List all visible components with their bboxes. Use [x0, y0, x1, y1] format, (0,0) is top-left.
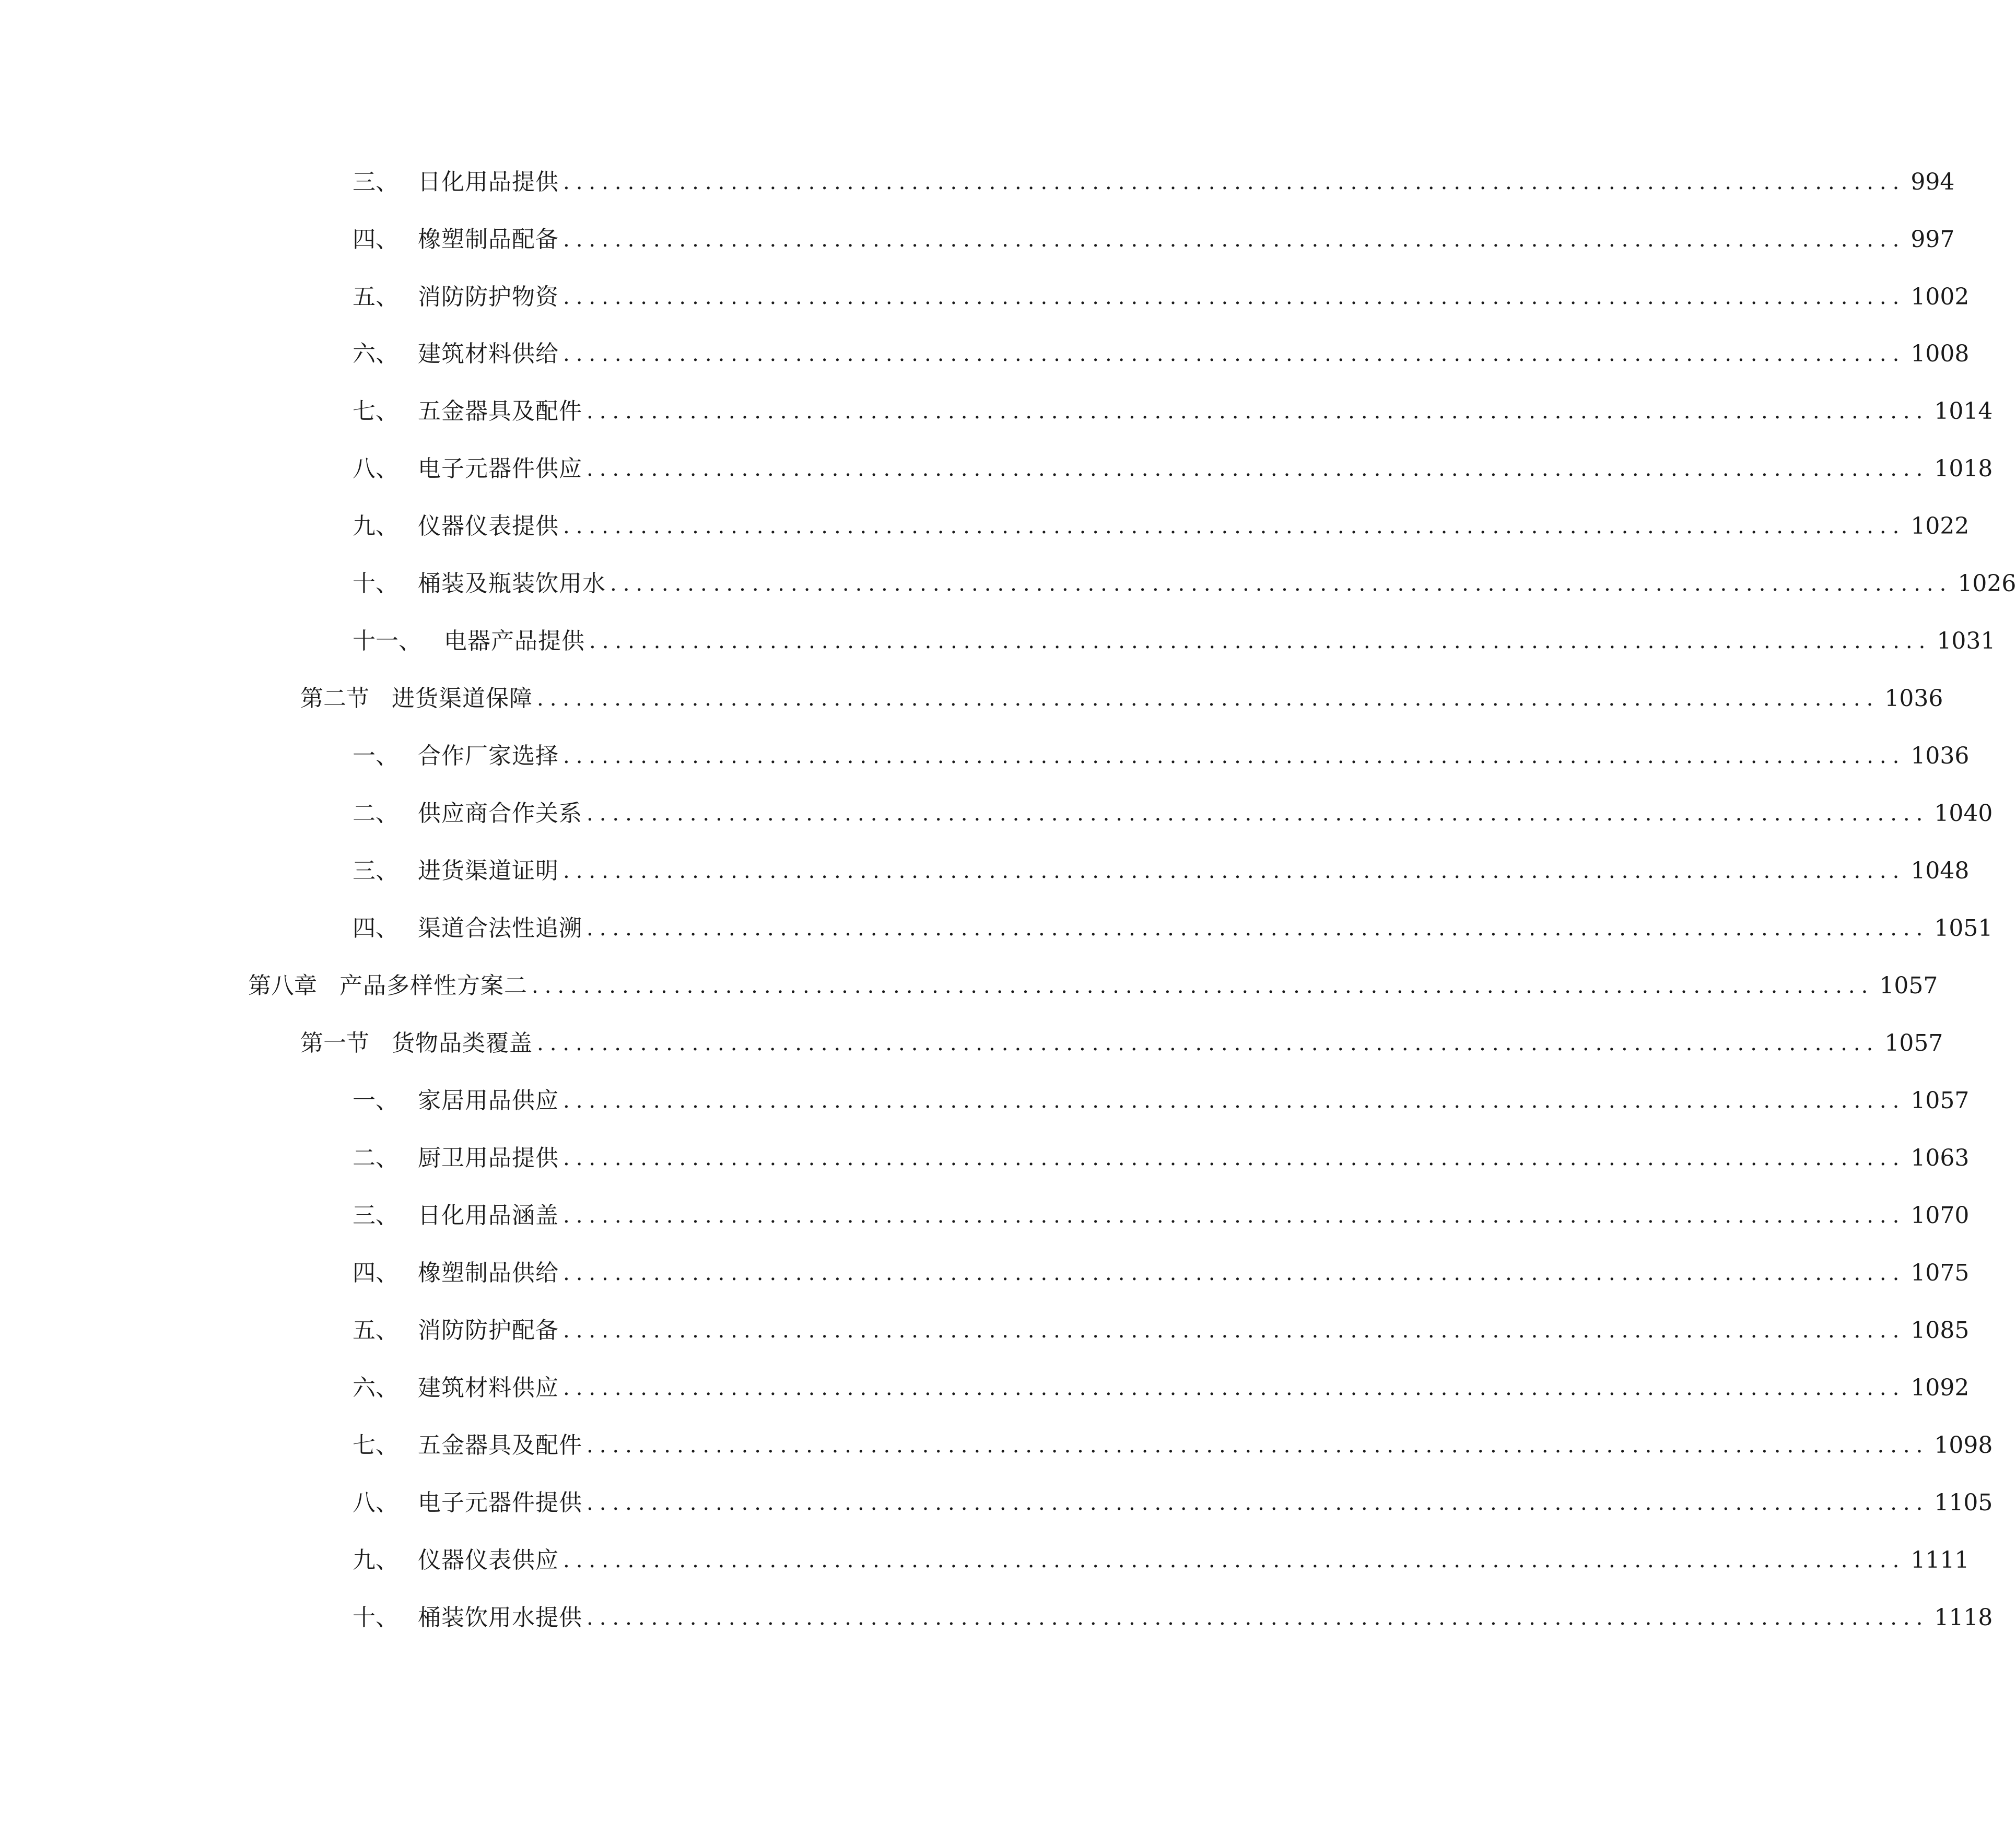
toc-entry-title: 电子元器件提供: [418, 1489, 582, 1516]
toc-entry-page: 1057: [1884, 1030, 1943, 1056]
toc-entry[interactable]: [353, 853, 1970, 889]
toc-entry-title: 桶装饮用水提供: [418, 1604, 582, 1631]
toc-entry-title: 供应商合作关系: [418, 800, 582, 827]
toc-entry-title: 货物品类覆盖: [392, 1030, 533, 1056]
toc-entry[interactable]: [353, 1600, 1993, 1636]
toc-leader-dots: ........................................................................................................: [587, 1606, 1929, 1630]
toc-entry[interactable]: [353, 336, 1970, 372]
toc-entry-number: 一、: [353, 743, 398, 769]
toc-leader-dots: ........................................................................................................: [563, 342, 1906, 366]
toc-entry-page: 1014: [1934, 398, 1993, 425]
toc-entry-number: 五、: [353, 284, 398, 310]
toc-entry-number: 四、: [353, 226, 398, 253]
toc-entry[interactable]: [353, 910, 1993, 947]
toc-leader-dots: ........................................................................................................: [563, 859, 1906, 883]
toc-entry-number: 十一、: [353, 628, 421, 654]
toc-entry-number: 三、: [353, 1202, 398, 1229]
toc-entry[interactable]: [353, 1140, 1970, 1177]
toc-leader-dots: ........................................................................................................: [563, 1261, 1906, 1285]
toc-entry[interactable]: [353, 164, 1955, 201]
toc-leader-dots: ........................................................................................................: [589, 629, 1932, 653]
toc-entry-title: 电子元器件供应: [418, 455, 582, 482]
toc-entry-number: 四、: [353, 915, 398, 942]
toc-entry-page: 1111: [1910, 1547, 1970, 1573]
toc-entry[interactable]: [300, 1025, 1943, 1062]
toc-leader-dots: ........................................................................................................: [563, 228, 1906, 252]
toc-entry-number: 二、: [353, 1145, 398, 1171]
toc-entry[interactable]: [300, 680, 1943, 717]
toc-entry-number: 第一节: [300, 1030, 369, 1056]
toc-entry[interactable]: [353, 508, 1970, 545]
toc-entry-title: 仪器仪表提供: [418, 513, 559, 539]
toc-entry-page: 1105: [1934, 1489, 1993, 1516]
toc-entry-page: 1098: [1934, 1432, 1993, 1459]
toc-entry-number: 一、: [353, 1087, 398, 1114]
toc-entry[interactable]: [353, 1542, 1970, 1579]
toc-entry-page: 1018: [1934, 455, 1993, 482]
toc-entry-title: 电器产品提供: [444, 628, 585, 654]
toc-entry-title: 建筑材料供应: [418, 1375, 559, 1401]
toc-entry-page: 1008: [1910, 340, 1970, 367]
toc-leader-dots: ........................................................................................................: [563, 1376, 1906, 1400]
toc-leader-dots: ........................................................................................................: [587, 802, 1929, 826]
toc-entry-number: 二、: [353, 800, 398, 827]
toc-leader-dots: ........................................................................................................: [563, 514, 1906, 538]
toc-entry-number: 五、: [353, 1317, 398, 1344]
toc-entry-page: 1118: [1934, 1604, 1993, 1631]
toc-entry-number: 七、: [353, 398, 398, 425]
toc-entry-page: 1040: [1934, 800, 1993, 827]
toc-entry-page: 1092: [1910, 1375, 1970, 1401]
toc-entry-page: 1063: [1910, 1145, 1970, 1171]
toc-entry-title: 产品多样性方案二: [339, 972, 528, 999]
toc-entry-number: 三、: [353, 858, 398, 884]
toc-leader-dots: ........................................................................................................: [532, 974, 1874, 998]
toc-entry-page: 1002: [1910, 284, 1970, 310]
toc-entry-page: 1070: [1910, 1202, 1970, 1229]
toc-entry-number: 第二节: [300, 685, 369, 712]
toc-entry-title: 合作厂家选择: [418, 743, 559, 769]
toc-leader-dots: ........................................................................................................: [587, 917, 1929, 941]
toc-entry-page: 1057: [1879, 972, 1938, 999]
toc-leader-dots: ........................................................................................................: [587, 457, 1929, 481]
toc-entry-number: 第八章: [248, 972, 317, 999]
toc-entry-page: 1075: [1910, 1260, 1970, 1286]
toc-entry-page: 994: [1910, 169, 1955, 195]
toc-leader-dots: ........................................................................................................: [587, 400, 1929, 424]
toc-entry[interactable]: [353, 451, 1993, 487]
toc-entry-page: 1026: [1958, 570, 2016, 597]
toc-entry-title: 橡塑制品供给: [418, 1260, 559, 1286]
toc-entry-number: 八、: [353, 455, 398, 482]
toc-entry-page: 1048: [1910, 858, 1970, 884]
toc-leader-dots: ........................................................................................................: [563, 1146, 1906, 1170]
toc-entry[interactable]: [353, 1083, 1970, 1119]
toc-entry[interactable]: [353, 1255, 1970, 1291]
toc-entry-title: 日化用品涵盖: [418, 1202, 559, 1229]
toc-entry-title: 进货渠道证明: [418, 858, 559, 884]
toc-entry-number: 九、: [353, 1547, 398, 1573]
toc-leader-dots: ........................................................................................................: [563, 285, 1906, 309]
toc-entry[interactable]: [353, 393, 1993, 430]
toc-entry-number: 三、: [353, 169, 398, 195]
toc-entry-title: 桶装及瓶装饮用水: [418, 570, 606, 597]
toc-entry[interactable]: [353, 623, 1996, 660]
toc-entry-title: 橡塑制品配备: [418, 226, 559, 253]
toc-entry-page: 1031: [1937, 628, 1996, 654]
toc-entry-number: 六、: [353, 1375, 398, 1401]
toc-leader-dots: ........................................................................................................: [563, 744, 1906, 768]
toc-leader-dots: ........................................................................................................: [610, 572, 1953, 596]
toc-entry-number: 九、: [353, 513, 398, 539]
toc-entry-title: 厨卫用品提供: [418, 1145, 559, 1171]
toc-entry-title: 建筑材料供给: [418, 340, 559, 367]
toc-entry-page: 1036: [1910, 743, 1970, 769]
toc-entry-title: 进货渠道保障: [392, 685, 533, 712]
toc-leader-dots: ........................................................................................................: [563, 1204, 1906, 1228]
toc-entry[interactable]: [248, 968, 1938, 1004]
toc-leader-dots: ........................................................................................................: [563, 1319, 1906, 1343]
toc-entry[interactable]: [353, 1197, 1970, 1234]
toc-entry-title: 五金器具及配件: [418, 398, 582, 425]
toc-entry-page: 1022: [1910, 513, 1970, 539]
toc-entry[interactable]: [353, 279, 1970, 315]
toc-entry-page: 1085: [1910, 1317, 1970, 1344]
toc-entry-page: 1057: [1910, 1087, 1970, 1114]
toc-entry-number: 六、: [353, 340, 398, 367]
toc-leader-dots: ........................................................................................................: [563, 1548, 1906, 1572]
toc-entry-number: 十、: [353, 1604, 398, 1631]
toc-entry[interactable]: [353, 1485, 1993, 1521]
toc-entry-page: 1051: [1934, 915, 1993, 942]
toc-entry-number: 八、: [353, 1489, 398, 1516]
toc-entry-number: 十、: [353, 570, 398, 597]
toc-leader-dots: ........................................................................................................: [537, 1031, 1880, 1055]
toc-leader-dots: ........................................................................................................: [563, 170, 1906, 194]
toc-leader-dots: ........................................................................................................: [587, 1491, 1929, 1515]
toc-entry[interactable]: [353, 1370, 1970, 1406]
toc-entry-title: 仪器仪表供应: [418, 1547, 559, 1573]
toc-entry-title: 消防防护配备: [418, 1317, 559, 1344]
toc-entry-title: 消防防护物资: [418, 284, 559, 310]
toc-entry[interactable]: [353, 738, 1970, 774]
toc-entry[interactable]: [353, 795, 1993, 832]
toc-entry[interactable]: [353, 1427, 1993, 1464]
toc-entry-title: 家居用品供应: [418, 1087, 559, 1114]
toc-leader-dots: ........................................................................................................: [587, 1434, 1929, 1458]
toc-entry-title: 渠道合法性追溯: [418, 915, 582, 942]
toc-entry-page: 1036: [1884, 685, 1943, 712]
toc-entry-title: 五金器具及配件: [418, 1432, 582, 1459]
toc-leader-dots: ........................................................................................................: [563, 1089, 1906, 1113]
toc-entry[interactable]: [353, 221, 1955, 258]
toc-entry-number: 七、: [353, 1432, 398, 1459]
toc-entry-number: 四、: [353, 1260, 398, 1286]
toc-leader-dots: ........................................................................................................: [537, 687, 1880, 711]
toc-entry[interactable]: [353, 1312, 1970, 1349]
toc-entry[interactable]: [353, 566, 2016, 602]
toc-entry-title: 日化用品提供: [418, 169, 559, 195]
toc-entry-page: 997: [1910, 226, 1955, 253]
